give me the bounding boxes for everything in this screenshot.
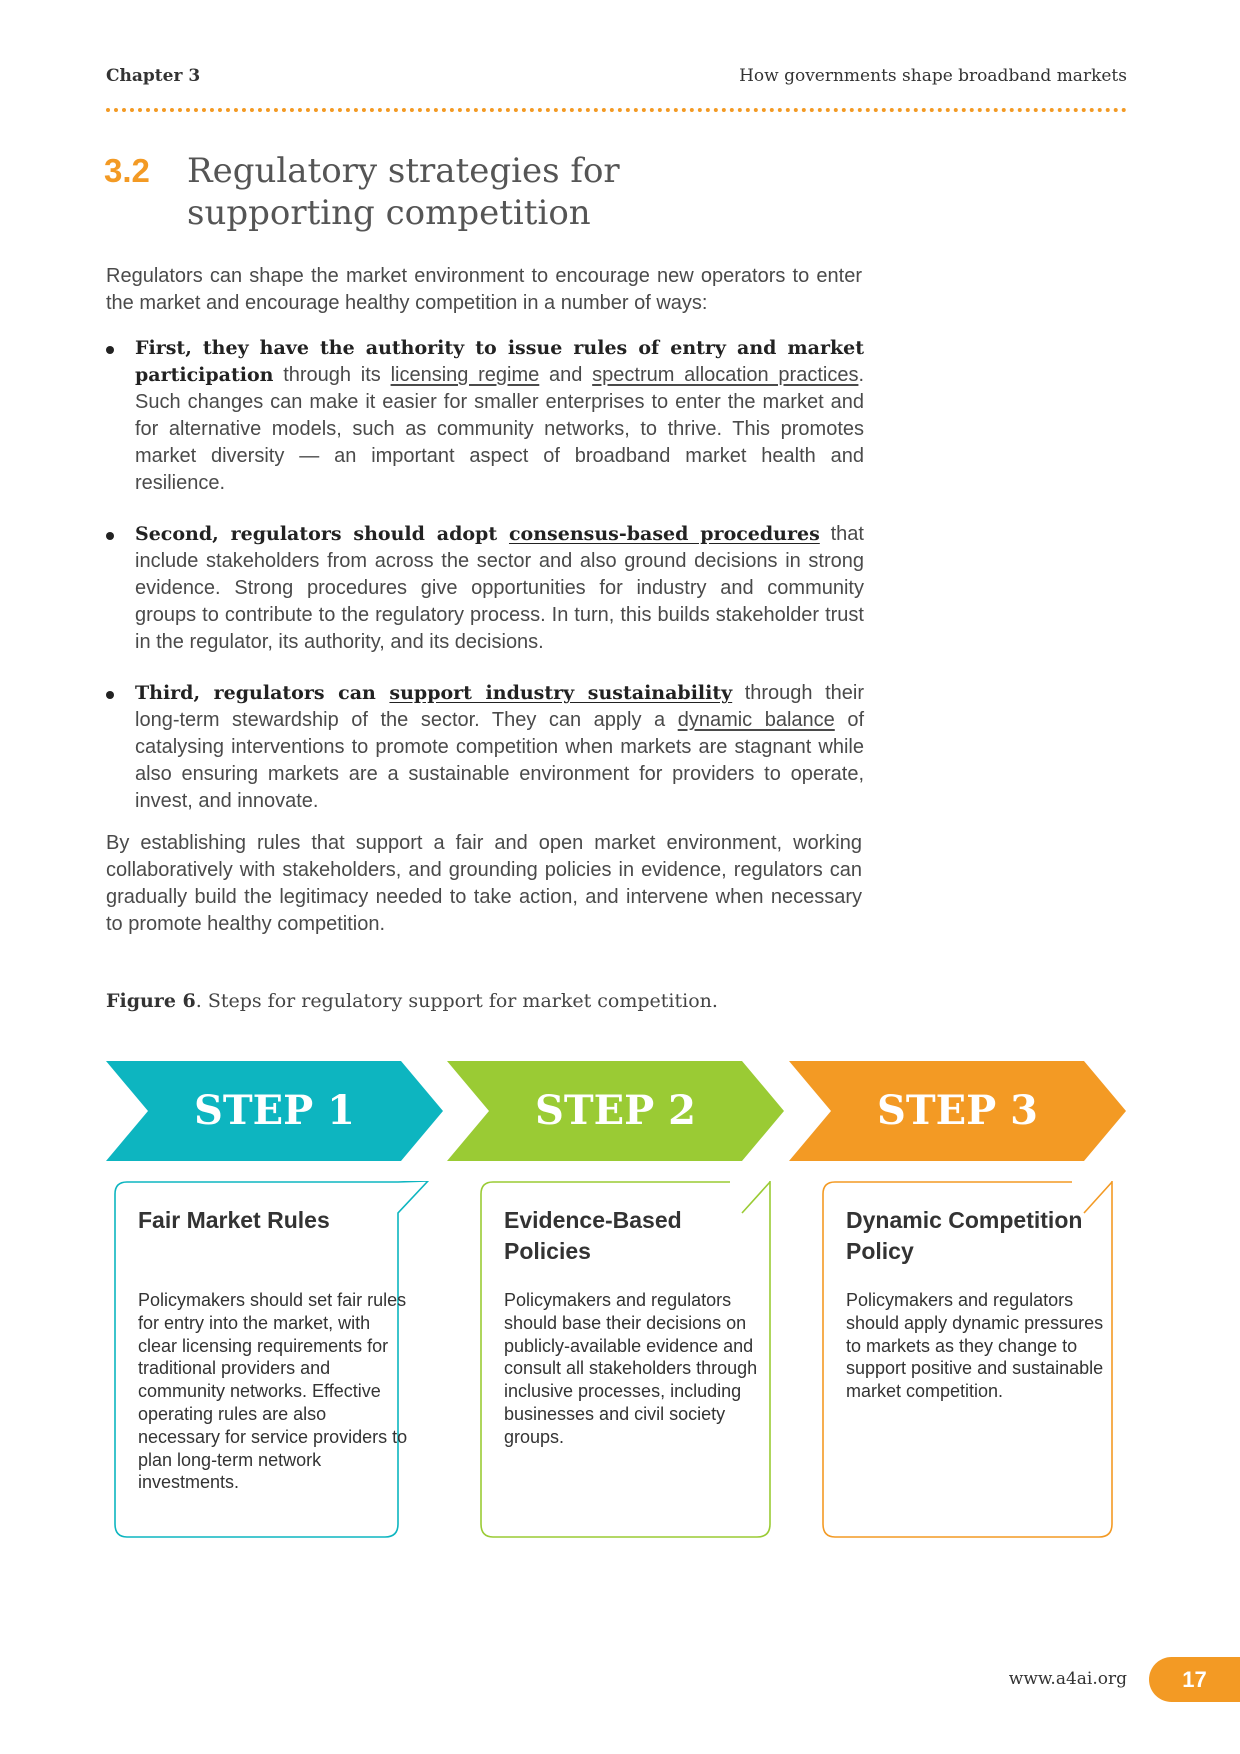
step-2-card	[480, 1181, 796, 1538]
strategy-list	[106, 335, 864, 839]
card-body: Policymakers should set fair rules for entry into the market, with clear licensing requirements for traditional providers and community networks. Effective operating rules are also necessary for service providers to plan long-term network investments.	[138, 1290, 408, 1493]
figure-label: Figure 6	[106, 990, 196, 1012]
section-number: 3.2	[104, 152, 150, 189]
list-item	[106, 335, 864, 497]
step-1-chevron	[106, 1061, 443, 1161]
bullet-bold: Second, regulators should adopt	[135, 523, 509, 545]
list-item	[106, 521, 864, 656]
step-1-card	[114, 1181, 430, 1538]
dynamic-balance-link[interactable]: dynamic balance	[677, 709, 835, 731]
bullet-text: of catalysing interventions to promote competition when markets are stagnant while also ensuring markets are a sustainable environment for providers to operate, invest, and innovate.	[135, 709, 864, 812]
card-body: Policymakers and regulators should apply dynamic pressures to markets as they change to support positive and sustainable market competition.	[846, 1290, 1104, 1402]
conclusion-paragraph: By establishing rules that support a fair and open market environment, working collaboratively with stakeholders, and grounding policies in evidence, regulators can gradually build the legitimacy needed to take action, and intervene when necessary to promote healthy competition.	[106, 832, 862, 935]
industry-sustainability-link[interactable]: support industry sustainability	[389, 682, 733, 704]
list-item	[106, 680, 864, 815]
step-3-chevron	[789, 1061, 1126, 1161]
consensus-procedures-link[interactable]: consensus-based procedures	[508, 523, 820, 545]
figure-caption	[106, 990, 718, 1012]
bullet-text: through its	[273, 364, 391, 386]
card-body: Policymakers and regulators should base their decisions on publicly-available evidence and consult all stakeholders through inclusive processes, including businesses and civil society groups.	[504, 1290, 758, 1447]
page-number-badge: 17	[1149, 1657, 1240, 1702]
bullet-text: . Such changes can make it easier for smaller enterprises to enter the market and for alternative models, such as community networks, to thrive. This promotes market diversity — an important aspect of broadband market health and resilience.	[135, 364, 864, 494]
step-2-chevron	[447, 1061, 784, 1161]
spectrum-allocation-link[interactable]: spectrum allocation practices	[592, 364, 859, 386]
card-title: Fair Market Rules	[138, 1207, 330, 1233]
section-title: Regulatory strategies for supporting competition	[187, 151, 620, 233]
site-url[interactable]: www.a4ai.org	[1008, 1669, 1127, 1689]
step-label: STEP 1	[194, 1087, 355, 1134]
running-title: How governments shape broadband markets	[739, 66, 1127, 86]
chapter-label: Chapter 3	[106, 66, 201, 86]
bullet-text: through their long-term stewardship of the sector. They can apply a	[135, 682, 864, 731]
figure-caption-text: . Steps for regulatory support for market competition.	[195, 990, 718, 1012]
bullet-text: that include stakeholders from across the sector and also ground decisions in strong evidence. Strong procedures give opportunities for industry and community groups to contribute to the regulatory process. In turn, this builds stakeholder trust in the regulator, its authority, and its decisions.	[135, 523, 864, 653]
card-title: Evidence-Based Policies	[504, 1207, 682, 1264]
step-label: STEP 2	[535, 1087, 696, 1134]
bullet-text: and	[539, 364, 593, 386]
bullet-bold: First, they have the authority to issue rules of entry and market participation	[135, 337, 864, 386]
intro-paragraph: Regulators can shape the market environment to encourage new operators to enter the market and encourage healthy competition in a number of ways:	[106, 265, 862, 314]
card-title: Dynamic Competition Policy	[846, 1207, 1083, 1264]
step-label: STEP 3	[877, 1087, 1038, 1134]
step-3-card	[822, 1181, 1138, 1538]
licensing-regime-link[interactable]: licensing regime	[390, 364, 540, 386]
bullet-bold: Third, regulators can	[135, 682, 390, 704]
dotted-divider	[106, 108, 1127, 112]
